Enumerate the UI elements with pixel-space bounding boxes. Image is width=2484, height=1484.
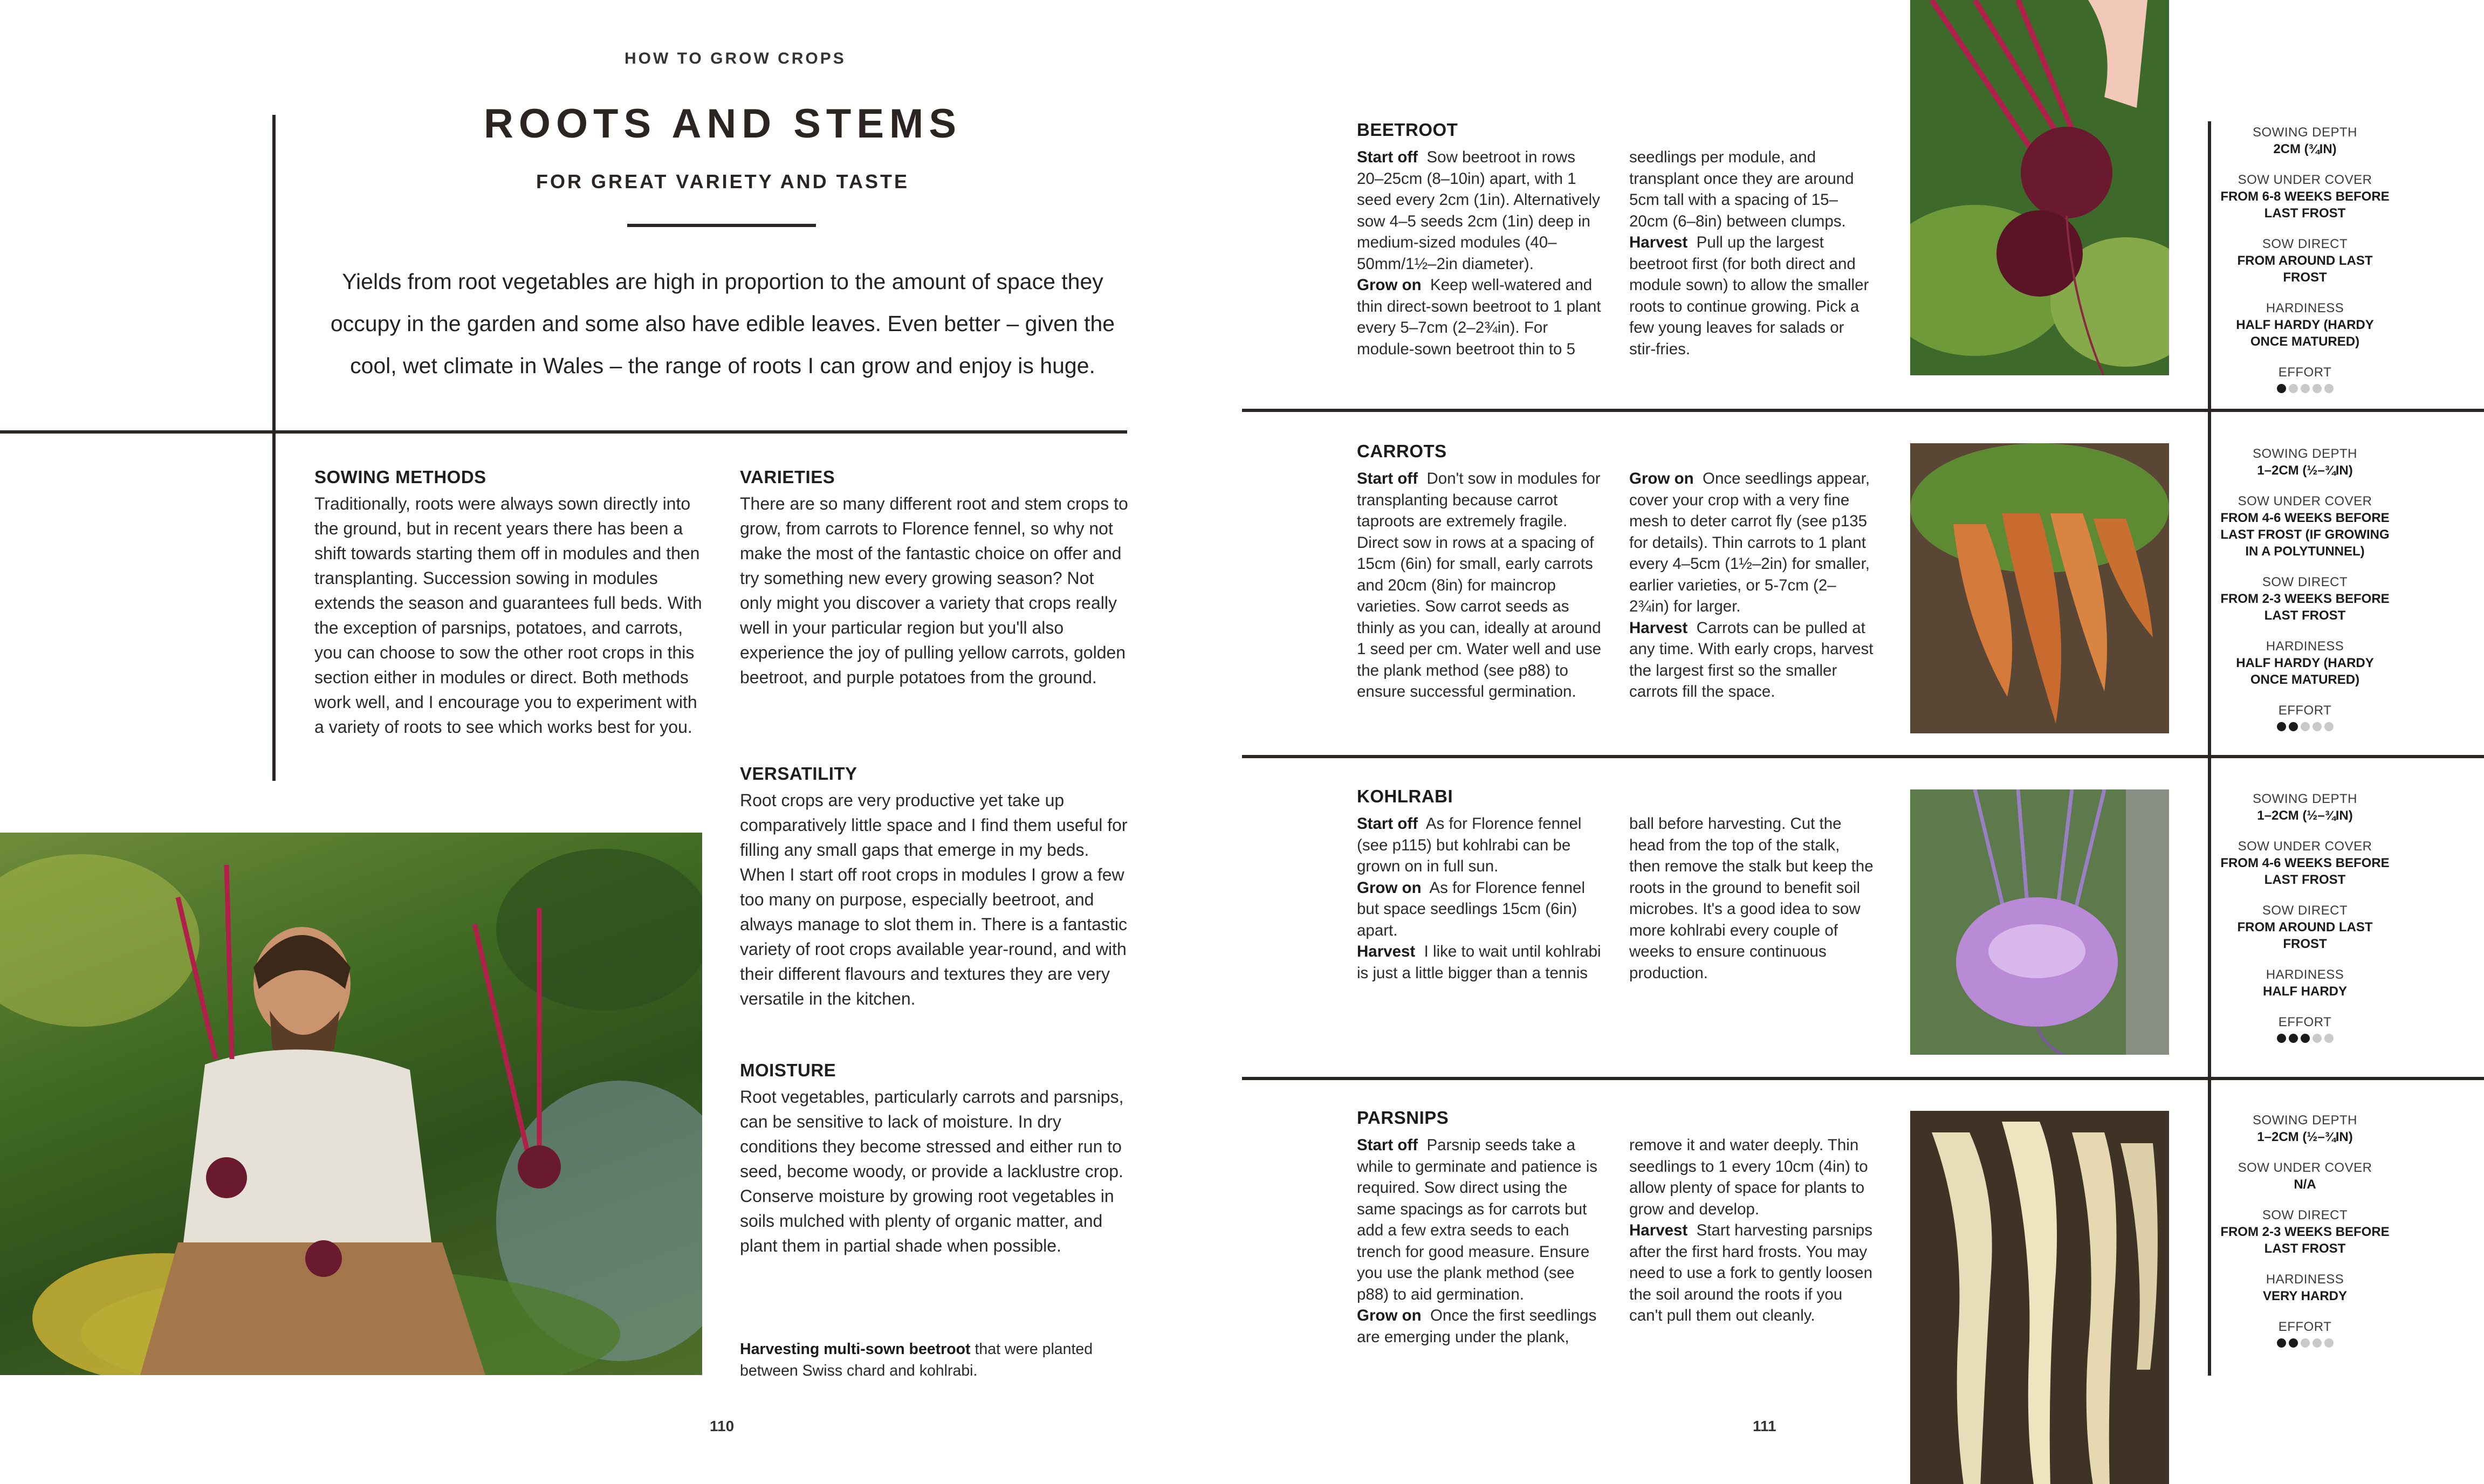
effort-dot (2289, 1034, 2298, 1043)
carrots-title: CARROTS (1357, 441, 1447, 461)
sowing-methods-heading: SOWING METHODS (314, 467, 486, 487)
sow-under-cover-label: SOW UNDER COVER (2238, 839, 2372, 854)
hardiness-label: HARDINESS (2266, 1272, 2344, 1287)
effort-dot (2277, 1338, 2286, 1348)
sowing-depth-label: SOWING DEPTH (2252, 125, 2357, 140)
effort-dot (2289, 384, 2298, 393)
effort-dot (2301, 384, 2310, 393)
effort-label: EFFORT (2278, 365, 2332, 380)
start-off-label: Start off (1357, 148, 1418, 166)
harvest-text: I like to wait until kohlrabi is just a little bigger than a tennis ball before harvesting. Cut the head from the top of the stalk, then remove the stalk but keep the roots in the ground to benefit soil microbes. It's a good idea to sow more kohlrabi every couple of weeks to ensure continuous production. (1357, 815, 1874, 982)
effort-dot (2324, 384, 2334, 393)
hardiness-value: VERY HARDY (2262, 1289, 2348, 1303)
effort-dot (2301, 1338, 2310, 1348)
hardiness-value: HALF HARDY (HARDY ONCE MATURED) (2236, 656, 2374, 687)
caption-bold: Harvesting multi-sown beetroot (740, 1341, 971, 1358)
effort-dot (2301, 1034, 2310, 1043)
carrots-photo (1910, 443, 2169, 733)
start-off-label: Start off (1357, 470, 1418, 487)
sow-under-cover-label: SOW UNDER COVER (2238, 173, 2372, 187)
effort-dot (2301, 722, 2310, 731)
kohlrabi-title: KOHLRABI (1357, 786, 1453, 806)
effort-dot (2289, 722, 2298, 731)
beetroot-title: BEETROOT (1357, 120, 1458, 140)
effort-label: EFFORT (2278, 1015, 2332, 1029)
effort-rating (2216, 1034, 2394, 1043)
sow-under-cover-value: FROM 4-6 WEEKS BEFORE LAST FROST (IF GROWING IN A POLYTUNNEL) (2220, 511, 2390, 559)
horizontal-rule-left (0, 430, 1127, 434)
sow-direct-label: SOW DIRECT (2262, 903, 2348, 918)
effort-rating (2216, 384, 2394, 393)
grow-on-text: As for Florence fennel but space seedlings 15cm (6in) apart. (1357, 878, 1585, 939)
effort-dot (2277, 722, 2286, 731)
harvest-text: Start harvesting parsnips after the first hard frosts. You may need to use a fork to gently loosen the soil around the roots if you can't pull them out cleanly. (1629, 1221, 1872, 1324)
gardener-harvesting-photo (0, 833, 702, 1375)
moisture-heading: MOISTURE (740, 1060, 836, 1080)
start-off-text: As for Florence fennel (see p115) but kohlrabi can be grown on in full sun. (1357, 815, 1582, 875)
effort-dot (2324, 1338, 2334, 1348)
beetroot-instructions (1357, 147, 1875, 360)
sowing-depth-value: 1–2CM (½–¾IN) (2257, 463, 2353, 478)
hardiness-value: HALF HARDY (HARDY ONCE MATURED) (2236, 318, 2374, 349)
effort-label: EFFORT (2278, 703, 2332, 718)
versatility-text: Root crops are very productive yet take up comparatively little space and I find them useful for filling any small gaps that emerge in my beds. When I start off root crops in modules I grow a few too many on purpose, especially beetroot, and always manage to slot them in. There is a fantastic variety of root crops available year-round, and with their different flavours and textures they are very versatile in the kitchen. (740, 791, 1128, 1008)
page-subtitle: FOR GREAT VARIETY AND TASTE (536, 170, 909, 193)
sow-under-cover-value: N/A (2294, 1177, 2316, 1192)
right-page (1242, 0, 2484, 1484)
start-off-text: Parsnip seeds take a while to germinate and patience is required. Sow direct using the same spacings as for carrots but add a few extra seeds to each trench for good measure. Ensure you use the plank method (see p88) to aid germination. (1357, 1136, 1598, 1303)
effort-dot (2313, 1034, 2322, 1043)
intro-paragraph: Yields from root vegetables are high in proportion to the amount of space they occupy in the garden and some also have edible leaves. Even better – given the cool, wet climate in Wales – the range of roots I can grow and enjoy is huge. (330, 269, 1115, 378)
start-off-text: Don't sow in modules for transplanting because carrot taproots are extremely fragile. Direct sow in rows at a spacing of 15cm (6in) for small, early carrots and 20cm (8in) for maincrop varieties. Sow carrot seeds as thinly as you can, ideally at around 1 seed per cm. Water well and use the plank method (see p88) to ensure successful germination. (1357, 470, 1602, 700)
moisture-text: Root vegetables, particularly carrots and parsnips, can be sensitive to lack of moisture. In dry conditions they become stressed and either run to seed, become woody, or provide a lacklustre crop. Conserve moisture by growing root vegetables in soils mulched with plenty of organic matter, and plant them in partial shade when possible. (740, 1087, 1124, 1255)
versatility-heading: VERSATILITY (740, 764, 857, 784)
hardiness-label: HARDINESS (2266, 639, 2344, 654)
photo-caption (740, 1338, 1096, 1382)
kohlrabi-growing-info (2216, 791, 2394, 1043)
start-off-label: Start off (1357, 1136, 1418, 1154)
grow-on-text: Keep well-watered and thin direct-sown beetroot to 1 plant every 5–7cm (2–2¾in). For module-sown beetroot thin to 5 seedlings per module, and transplant once they are around 5cm tall with a spacing of 15–20cm (6–8in) between clumps. (1357, 148, 1854, 358)
varieties-heading: VARIETIES (740, 467, 835, 487)
grow-on-label: Grow on (1357, 1307, 1422, 1324)
kohlrabi-instructions (1357, 813, 1875, 984)
parsnips-title: PARSNIPS (1357, 1108, 1449, 1128)
harvest-label: Harvest (1629, 233, 1688, 251)
effort-dot (2277, 384, 2286, 393)
page-number-right: 111 (1753, 1418, 1776, 1434)
sow-direct-label: SOW DIRECT (2262, 575, 2348, 589)
sow-under-cover-value: FROM 4-6 WEEKS BEFORE LAST FROST (2220, 856, 2390, 887)
sowing-depth-label: SOWING DEPTH (2252, 446, 2357, 461)
hardiness-label: HARDINESS (2266, 967, 2344, 982)
sowing-depth-value: 2CM (¾IN) (2273, 142, 2337, 156)
effort-rating (2216, 1338, 2394, 1348)
carrots-instructions (1357, 468, 1875, 703)
grow-on-label: Grow on (1357, 878, 1422, 897)
sow-direct-value: FROM 2-3 WEEKS BEFORE LAST FROST (2220, 1225, 2390, 1256)
hardiness-label: HARDINESS (2266, 301, 2344, 315)
sow-under-cover-label: SOW UNDER COVER (2238, 494, 2372, 509)
sow-direct-label: SOW DIRECT (2262, 1208, 2348, 1222)
sowing-depth-label: SOWING DEPTH (2252, 1113, 2357, 1128)
parsnips-instructions (1357, 1135, 1875, 1348)
grow-on-label: Grow on (1357, 276, 1422, 294)
grow-on-text: Once seedlings appear, cover your crop with a very fine mesh to deter carrot fly (see p135 for details). Thin carrots to 1 plant every 4–5cm (1½–2in) for smaller, earlier varieties, or 5-7cm (2–2¾in) for larger. (1629, 470, 1870, 615)
sow-direct-label: SOW DIRECT (2262, 237, 2348, 251)
start-off-label: Start off (1357, 815, 1418, 833)
beetroot-growing-info (2216, 124, 2394, 393)
varieties-text: There are so many different root and stem crops to grow, from carrots to Florence fennel, so why not make the most of the fantastic choice on offer and try something new every growing season? Not only might you discover a variety that crops really well in your particular region but you'll also experience the joy of pulling yellow carrots, golden beetroot, and purple potatoes from the ground. (740, 494, 1128, 687)
effort-dot (2313, 722, 2322, 731)
start-off-text: Sow beetroot in rows 20–25cm (8–10in) apart, with 1 seed every 2cm (1in). Alternatively sow 4–5 seeds 2cm (1in) deep in medium-sized modules (40–50mm/1½–2in diameter). (1357, 148, 1600, 273)
effort-dot (2313, 1338, 2322, 1348)
right-vertical-rule (2208, 121, 2211, 1376)
effort-dot (2277, 1034, 2286, 1043)
carrots-growing-info (2216, 445, 2394, 731)
divider-1 (1242, 409, 2484, 412)
sowing-depth-value: 1–2CM (½–¾IN) (2257, 1130, 2353, 1144)
divider-3 (1242, 1077, 2484, 1080)
effort-dot (2324, 722, 2334, 731)
sow-under-cover-value: FROM 6-8 WEEKS BEFORE LAST FROST (2220, 189, 2390, 221)
page-title: ROOTS AND STEMS (483, 101, 962, 147)
effort-dot (2324, 1034, 2334, 1043)
sowing-methods-text: Traditionally, roots were always sown directly into the ground, but in recent years there has been a shift towards starting them off in modules and then transplanting. Succession sowing in modules extends the season and guarantees full beds. With the exception of parsnips, potatoes, and carrots, you can choose to sow the other root crops in this section either in modules or direct. Both methods work well, and I encourage you to experiment with a variety of roots to see which works best for you. (314, 494, 702, 737)
gardener-photo-art (0, 833, 702, 1375)
sow-direct-value: FROM AROUND LAST FROST (2237, 253, 2373, 285)
beetroot-photo (1910, 0, 2169, 375)
sowing-depth-value: 1–2CM (½–¾IN) (2257, 808, 2353, 823)
hardiness-value: HALF HARDY (2263, 984, 2347, 999)
caption-rest: that were planted between Swiss chard and kohlrabi. (740, 1341, 1093, 1379)
page-number-left: 110 (710, 1418, 735, 1434)
sow-under-cover-label: SOW UNDER COVER (2238, 1160, 2372, 1175)
grow-on-label: Grow on (1629, 470, 1694, 487)
harvest-label: Harvest (1629, 619, 1688, 637)
title-underline (627, 224, 816, 227)
effort-dot (2313, 384, 2322, 393)
effort-dot (2289, 1338, 2298, 1348)
sow-direct-value: FROM 2-3 WEEKS BEFORE LAST FROST (2220, 592, 2390, 623)
harvest-text: Pull up the largest beetroot first (for both direct and module sown) to allow the smaller roots to continue growing. Pick a few young leaves for salads or stir-fries. (1629, 233, 1869, 358)
parsnips-photo (1910, 1111, 2169, 1484)
divider-2 (1242, 755, 2484, 758)
section-kicker: HOW TO GROW CROPS (625, 50, 846, 67)
harvest-text: Carrots can be pulled at any time. With early crops, harvest the largest first so the smaller carrots fill the space. (1629, 619, 1874, 700)
harvest-label: Harvest (1357, 943, 1416, 960)
harvest-label: Harvest (1629, 1221, 1688, 1239)
sow-direct-value: FROM AROUND LAST FROST (2237, 920, 2373, 951)
parsnips-growing-info (2216, 1112, 2394, 1348)
sowing-depth-label: SOWING DEPTH (2252, 792, 2357, 806)
kohlrabi-photo (1910, 789, 2169, 1055)
effort-rating (2216, 722, 2394, 731)
vertical-rule-left (272, 115, 276, 781)
grow-on-text: Once the first seedlings are emerging under the plank, remove it and water deeply. Thin seedlings to 1 every 10cm (4in) to allow plenty of space for plants to grow and develop. (1357, 1136, 1868, 1346)
effort-label: EFFORT (2278, 1320, 2332, 1334)
